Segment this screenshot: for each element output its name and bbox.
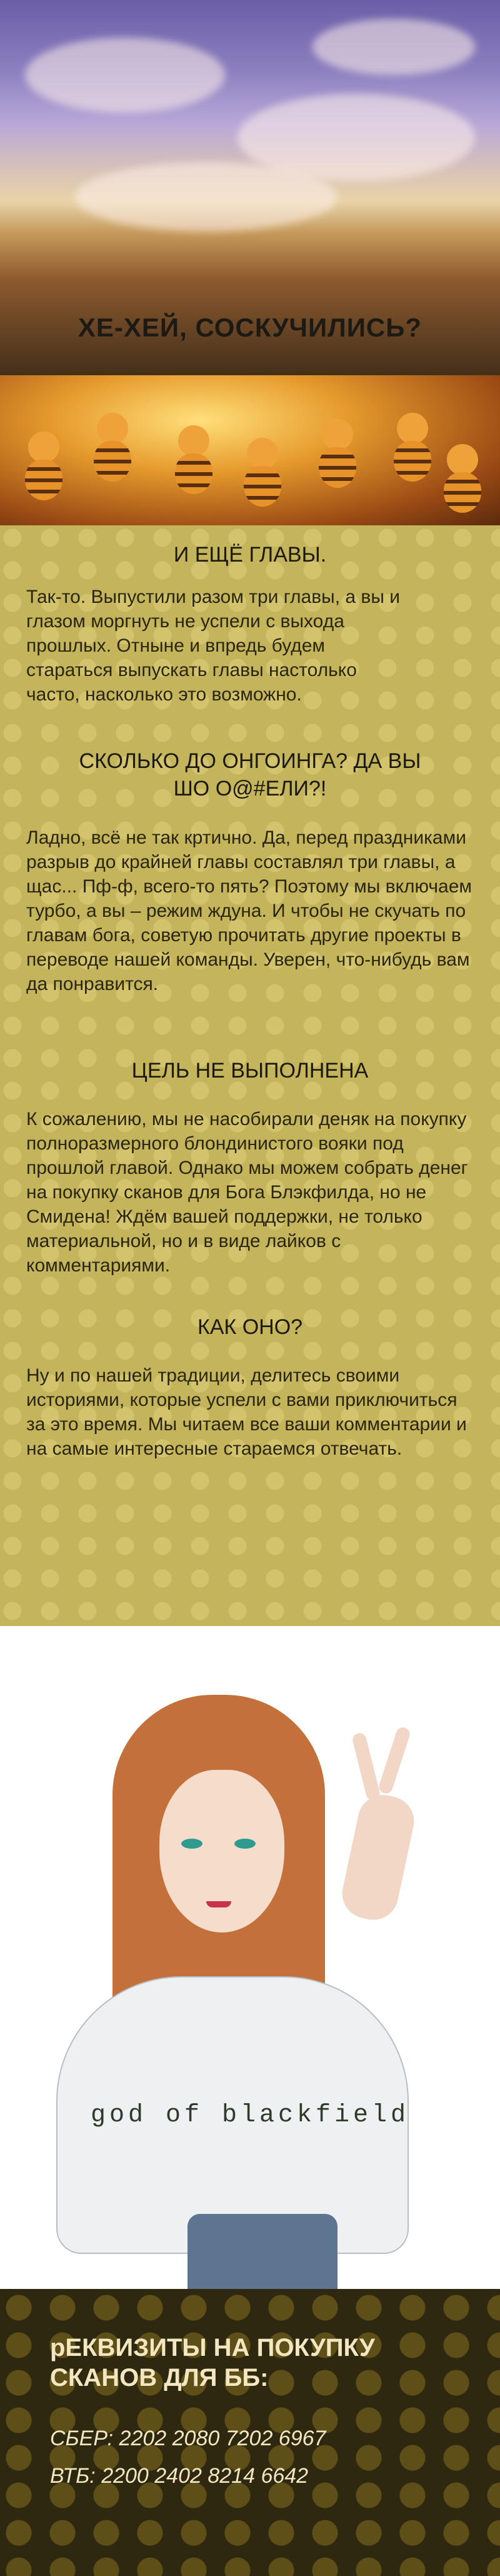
god-of-blackfield-logo: god of blackfield bbox=[90, 2101, 410, 2129]
section-text-ongoing: Ладно, всё не так кртично. Да, перед праздниками разрыв до крайней главы составлял три главы, а щас... Пф-ф, всего-то пять? Поэтому мы включаем турбо, а вы – режим ждуна. И чтобы не скучать по главам бога, советую прочитать другие проекты в переводе нашей команды. Уверен, что-нибудь вам да понравится. bbox=[26, 827, 472, 994]
requisites-sber: СБЕР: 2202 2080 7202 6967 bbox=[50, 2427, 326, 2450]
bees-scene-image bbox=[0, 375, 500, 525]
peace-sign-finger bbox=[351, 1732, 381, 1802]
section-heading-how: КАК ОНО? bbox=[197, 1315, 303, 1339]
section-heading-ongoing: СКОЛЬКО ДО ОНГОИНГА? ДА ВЫ ШО О@#ЕЛИ?! bbox=[79, 749, 421, 801]
banner-title: ХЕ-ХЕЙ, СОСКУЧИЛИСЬ? bbox=[78, 313, 422, 342]
requisites-vtb: ВТБ: 2200 2402 8214 6642 bbox=[50, 2464, 309, 2488]
character-face bbox=[159, 1770, 284, 1932]
bee-character bbox=[19, 432, 69, 500]
cloud-decoration bbox=[75, 163, 338, 231]
peace-sign-finger bbox=[378, 1725, 412, 1795]
section-text-goal: К сожалению, мы не насобирали деняк на покупку полноразмерного блондинистого вояки под прошлой главой. Однако мы можем собрать денег на покупку сканов для Бога Блэкфилда, но не Смидена! Ждём вашей поддержки, не только материальной, но и в виде лайков с комментариями. bbox=[26, 1109, 468, 1276]
section-text-more-chapters: Так-то. Выпустили разом три главы, а вы и глазом моргнуть не успели с выхода прошлых. Отныне и впредь будем стараться выпускать главы настолько часто, насколько это возможно. bbox=[26, 587, 400, 705]
section-heading-more-chapters: И ЕЩЁ ГЛАВЫ. bbox=[173, 543, 327, 567]
bee-character bbox=[388, 413, 438, 482]
cloud-decoration bbox=[25, 38, 225, 113]
bee-character bbox=[238, 438, 288, 507]
bee-character bbox=[438, 444, 488, 513]
character-illustration bbox=[0, 1626, 500, 2289]
bee-character bbox=[88, 413, 138, 482]
section-text-how: Ну и по нашей традиции, делитесь своими историями, которые успели с вами приключиться за это время. Мы читаем все ваши комментарии и на самые интересные стараемся отвечать. bbox=[26, 1365, 467, 1459]
peace-sign-hand bbox=[338, 1791, 419, 1924]
banner-sky bbox=[0, 0, 500, 388]
bee-character bbox=[169, 425, 219, 494]
character-eye bbox=[234, 1839, 256, 1849]
character-mouth bbox=[206, 1901, 231, 1907]
section-heading-goal: ЦЕЛЬ НЕ ВЫПОЛНЕНА bbox=[131, 1059, 369, 1083]
cloud-decoration bbox=[312, 19, 475, 75]
character-eye bbox=[181, 1839, 202, 1849]
character-jeans bbox=[188, 2214, 338, 2289]
requisites-title: рЕКВИЗИТЫ НА ПОКУПКУ СКАНОВ ДЛЯ ББ: bbox=[50, 2334, 375, 2392]
bee-character bbox=[312, 419, 362, 488]
